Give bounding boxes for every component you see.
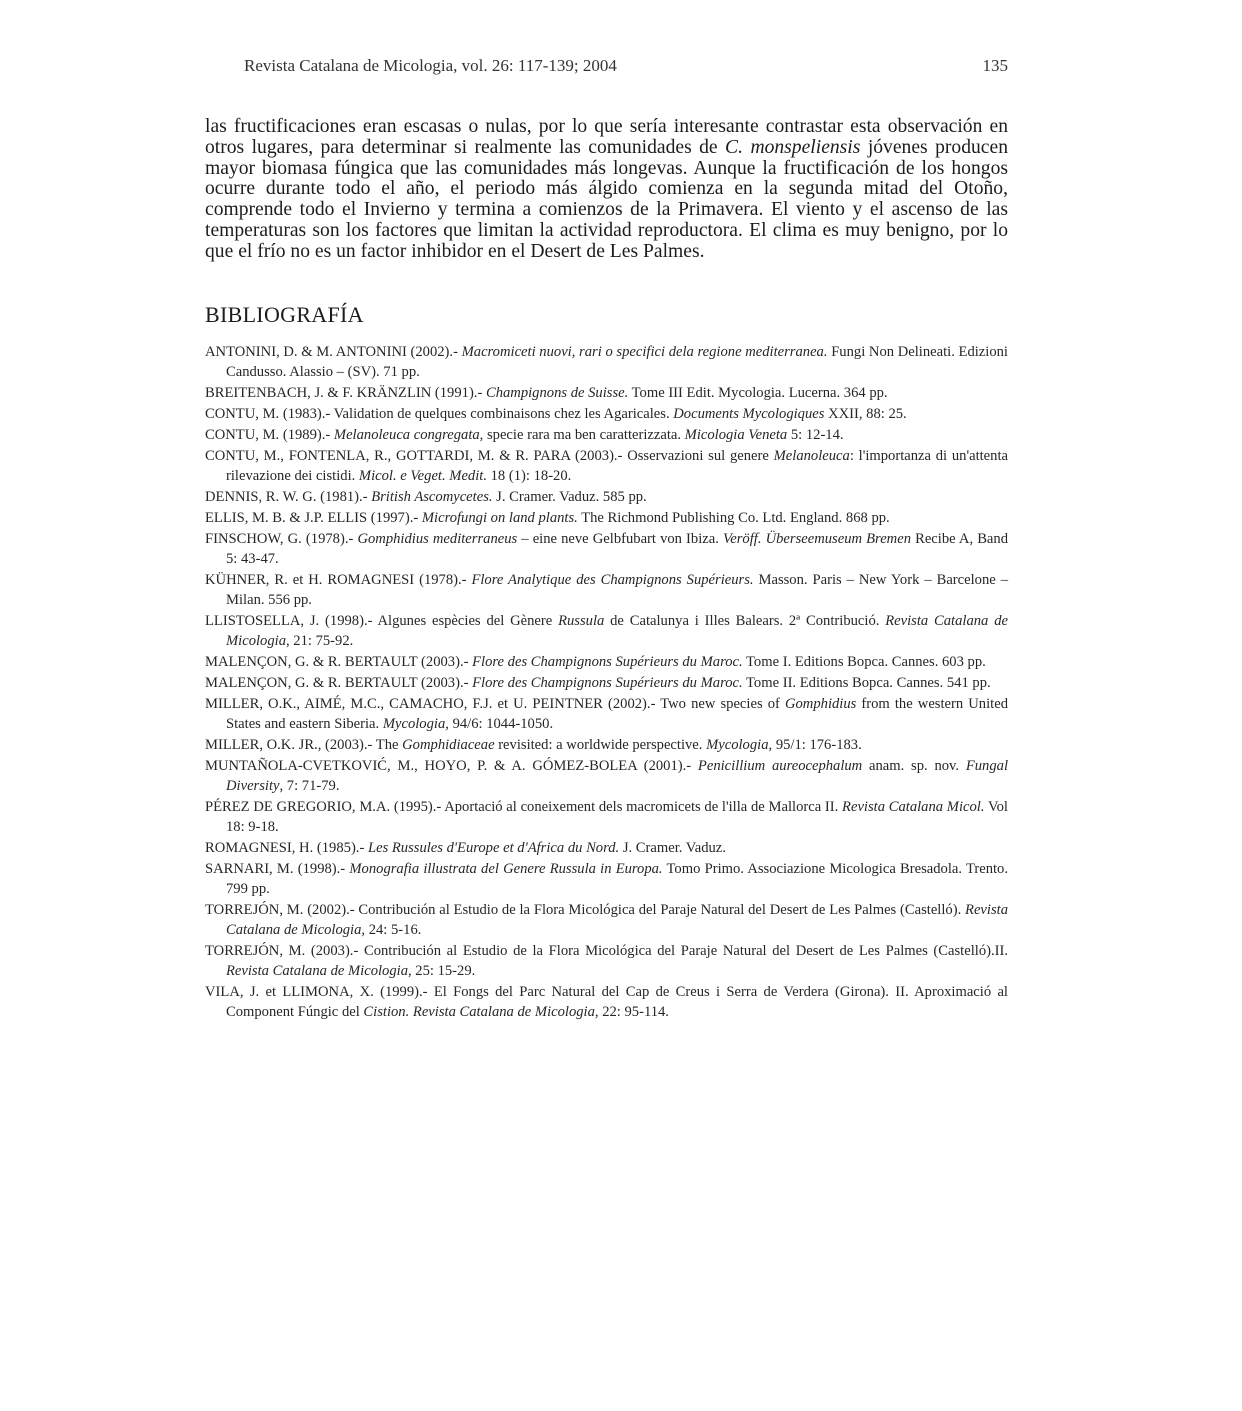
italic-text: Gomphidius mediterraneus (357, 530, 518, 547)
text-run: , 94/6: 1044-1050. (445, 715, 554, 732)
text-run: VILA, J. et LLIMONA, X. (1999).- El Fongs del Parc Natural del Cap de Creus i Serra de Verdera (Girona). II. Aproximació al Component Fúngic del (205, 983, 1008, 1020)
italic-text: Micol. e Veget. Medit. (358, 467, 487, 484)
text-run: revisited: a worldwide perspective. (494, 736, 707, 753)
text-run: ROMAGNESI, H. (1985).- (205, 839, 368, 856)
text-run: KÜHNER, R. et H. ROMAGNESI (1978).- (205, 571, 472, 588)
text-run: CONTU, M., FONTENLA, R., GOTTARDI, M. & R. PARA (2003).- Osservazioni sul genere (205, 447, 774, 464)
text-run: las fructificaciones eran escasas o nulas, por lo que sería interesante contrastar esta observación en otros lugares, para determinar si realmente las comunidades de (205, 116, 1008, 158)
italic-text: Revista Catalana Micol. (842, 798, 985, 815)
italic-text: Documents Mycologiques (673, 405, 825, 422)
body-paragraph (205, 117, 1008, 263)
italic-text: Fungal Diversity (226, 757, 1009, 794)
italic-text: Russula (558, 612, 605, 629)
text-run: Recibe A, Band 5: 43-47. (226, 530, 1009, 567)
text-run: CONTU, M. (1989).- (205, 426, 334, 443)
text-run: J. Cramer. Vaduz. 585 pp. (492, 488, 647, 505)
italic-text: Champignons de Suisse. (485, 384, 629, 401)
text-run: ANTONINI, D. & M. ANTONINI (2002).- (205, 343, 462, 360)
text-run: TORREJÓN, M. (2003).- Contribución al Estudio de la Flora Micológica del Paraje Natural del Desert de Les Palmes (Castelló).II. (205, 942, 1008, 959)
italic-text: Flore des Champignons Supérieurs du Maroc. (472, 674, 743, 691)
italic-text: Micologia Veneta (684, 426, 788, 443)
italic-text: C. monspeliensis (725, 136, 861, 158)
italic-text: Melanoleuca congregata (333, 426, 480, 443)
italic-text: Melanoleuca (773, 447, 850, 464)
reference-entry (205, 735, 1008, 755)
italic-text: Microfungi on land plants. (421, 509, 578, 526)
text-run: CONTU, M. (1983).- Validation de quelques combinaisons chez les Agaricales. (205, 405, 674, 422)
italic-text: Revista Catalana de Micologia (226, 901, 1008, 938)
italic-text: Les Russules d'Europe et d'Africa du Nord. (367, 839, 620, 856)
text-run: Fungi Non Delineati. Edizioni Candusso. Alassio – (SV). 71 pp. (226, 343, 1008, 380)
text-run: de Catalunya i Illes Balears. 2ª Contribució. (604, 612, 886, 629)
reference-entry (205, 797, 1008, 837)
italic-text: Macromiceti nuovi, rari o specifici dela regione mediterranea. (461, 343, 828, 360)
text-run: , 25: 15-29. (408, 962, 476, 979)
text-run: Tomo Primo. Associazione Micologica Bresadola. Trento. 799 pp. (226, 860, 1008, 897)
reference-entry (205, 404, 1008, 424)
italic-text: Revista Catalana de Micologia (412, 1003, 595, 1020)
text-run: Vol 18: 9-18. (226, 798, 1008, 835)
reference-entry (205, 673, 1008, 693)
text-run: 18 (1): 18-20. (486, 467, 572, 484)
italic-text: Monografia illustrata del Genere Russula in Europa. (349, 860, 663, 877)
text-run: MILLER, O.K. JR., (2003).- The (205, 736, 403, 753)
text-run: jóvenes producen mayor biomasa fúngica que las comunidades más longevas. Aunque la fructificación de los hongos ocurre durante todo el año, el periodo más álgido comienza en la segunda mitad del Otoño, comprende todo el Invierno y termina a comienzos de la Primavera. El viento y el ascenso de las temperaturas son los factores que limitan la actividad reproductora. El clima es muy benigno, por lo que el frío no es un factor inhibidor en el Desert de Les Palmes. (205, 136, 1009, 262)
reference-entry (205, 611, 1008, 651)
text-run: , 21: 75-92. (286, 632, 354, 649)
reference-list (205, 342, 1008, 1022)
reference-entry (205, 982, 1008, 1022)
page-number: 135 (982, 56, 1008, 75)
reference-entry (205, 838, 1008, 858)
page-body (205, 117, 1008, 1023)
reference-entry (205, 425, 1008, 445)
text-run: XXII, 88: 25. (824, 405, 907, 422)
text-run: , specie rara ma ben caratterizzata. (479, 426, 685, 443)
text-run: PÉREZ DE GREGORIO, M.A. (1995).- Aportació al coneixement dels macromicets de l'illa de Mallorca II. (205, 798, 843, 815)
text-run: Tome I. Editions Bopca. Cannes. 603 pp. (742, 653, 986, 670)
reference-entry (205, 694, 1008, 734)
text-run: FINSCHOW, G. (1978).- (205, 530, 358, 547)
text-run: TORREJÓN, M. (2002).- Contribución al Estudio de la Flora Micológica del Paraje Natural del Desert de Les Palmes (Castelló). (205, 901, 966, 918)
text-run: MUNTAÑOLA-CVETKOVIĆ, M., HOYO, P. & A. GÓMEZ-BOLEA (2001).- (205, 757, 698, 774)
italic-text: Penicillium aureocephalum (697, 757, 863, 774)
reference-entry (205, 529, 1008, 569)
reference-entry (205, 342, 1008, 382)
reference-entry (205, 570, 1008, 610)
text-run: MILLER, O.K., AIMÉ, M.C., CAMACHO, F.J. et U. PEINTNER (2002).- Two new species of (205, 695, 785, 712)
text-run: The Richmond Publishing Co. Ltd. England. 868 pp. (577, 509, 890, 526)
journal-citation: Revista Catalana de Micologia, vol. 26: 117-139; 2004 (244, 56, 617, 75)
bibliography-heading: BIBLIOGRAFÍA (205, 301, 364, 327)
italic-text: Cistion. (363, 1003, 410, 1020)
running-header (244, 56, 1008, 80)
text-run: , 24: 5-16. (361, 921, 422, 938)
text-run: from the western United States and eastern Siberia. (226, 695, 1008, 732)
text-run: , 95/1: 176-183. (768, 736, 862, 753)
text-run: J. Cramer. Vaduz. (619, 839, 726, 856)
reference-entry (205, 941, 1008, 981)
italic-text: Gomphidiaceae (402, 736, 495, 753)
text-run: 5: 12-14. (787, 426, 844, 443)
text-run: – eine neve Gelbfubart von Ibiza. (517, 530, 723, 547)
italic-text: British Ascomycetes. (371, 488, 493, 505)
text-run: Tome II. Editions Bopca. Cannes. 541 pp. (742, 674, 991, 691)
text-run: DENNIS, R. W. G. (1981).- (205, 488, 372, 505)
italic-text: Revista Catalana de Micologia (226, 962, 408, 979)
reference-entry (205, 652, 1008, 672)
italic-text: Mycologia (382, 715, 446, 732)
italic-text: Revista Catalana de Micologia (226, 612, 1008, 649)
text-run: MALENÇON, G. & R. BERTAULT (2003).- (205, 653, 473, 670)
reference-entry (205, 900, 1008, 940)
text-run: Masson. Paris – New York – Barcelone – Milan. 556 pp. (226, 571, 1008, 608)
text-run: , 22: 95-114. (594, 1003, 669, 1020)
text-run: anam. sp. nov. (862, 757, 966, 774)
reference-entry (205, 859, 1008, 899)
reference-entry (205, 383, 1008, 403)
text-run: MALENÇON, G. & R. BERTAULT (2003).- (205, 674, 473, 691)
italic-text: Gomphidius (784, 695, 857, 712)
italic-text: Veröff. Überseemuseum Bremen (722, 530, 911, 547)
text-run: SARNARI, M. (1998).- (205, 860, 350, 877)
text-run: : l'importanza di un'attenta rilevazione dei cistidi. (226, 447, 1008, 484)
text-run: BREITENBACH, J. & F. KRÄNZLIN (1991).- (205, 384, 486, 401)
reference-entry (205, 756, 1008, 796)
text-run: LLISTOSELLA, J. (1998).- Algunes espècies del Gènere (205, 612, 559, 629)
reference-entry (205, 446, 1008, 486)
text-run: Tome III Edit. Mycologia. Lucerna. 364 pp. (628, 384, 888, 401)
italic-text: Mycologia (706, 736, 769, 753)
italic-text: Flore des Champignons Supérieurs du Maroc. (472, 653, 743, 670)
text-run: , 7: 71-79. (279, 777, 340, 794)
italic-text: Flore Analytique des Champignons Supérieurs. (471, 571, 754, 588)
reference-entry (205, 487, 1008, 507)
reference-entry (205, 508, 1008, 528)
text-run: ELLIS, M. B. & J.P. ELLIS (1997).- (205, 509, 422, 526)
